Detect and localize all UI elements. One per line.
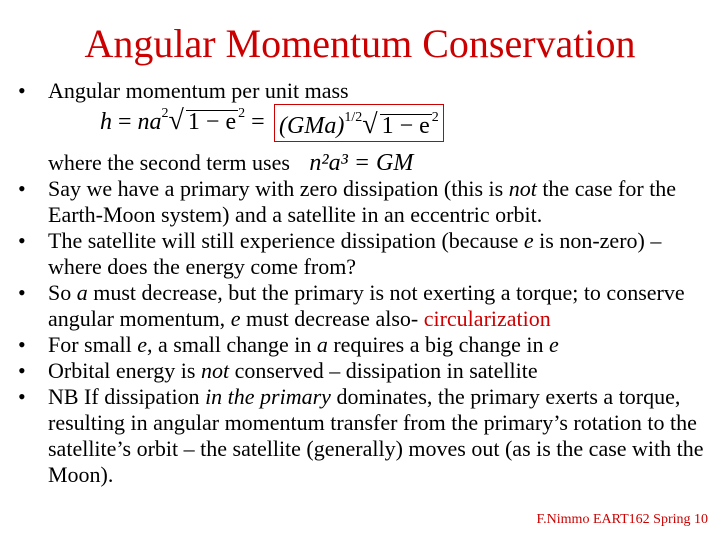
kepler-equation: n²a³ = GM <box>309 150 414 176</box>
bullet-marker: • <box>18 228 26 253</box>
angular-momentum-equation <box>100 104 708 150</box>
where-text: where the second term uses <box>48 150 290 175</box>
where-line <box>18 150 708 176</box>
bullet-item: • Say we have a primary with zero dissipation (this is not the case for the Earth-Moon system) and a satellite in an eccentric orbit. <box>18 176 677 227</box>
bullet-marker: • <box>18 78 26 103</box>
bullet-item: • For small e, a small change in a requires a big change in e <box>18 332 559 357</box>
bullet-marker: • <box>18 280 26 305</box>
bullet-item: • Orbital energy is not conserved – dissipation in satellite <box>18 358 538 383</box>
slide-title: Angular Momentum Conservation <box>84 21 636 66</box>
bullet-marker: • <box>18 358 26 383</box>
bullet-marker: • <box>18 176 26 201</box>
circularization-term: circularization <box>423 306 551 331</box>
bullet-item: • The satellite will still experience dissipation (because e is non-zero) – where does the energy come from? <box>18 228 662 279</box>
footer-credit: F.Nimmo EART162 Spring 10 <box>536 512 708 527</box>
bullet-item: • So a must decrease, but the primary is not exerting a torque; to conserve angular momentum, e must decrease also- circularization <box>18 280 685 331</box>
bullet-marker: • <box>18 332 26 357</box>
bullet-marker: • <box>18 384 26 409</box>
bullet-list <box>18 78 708 488</box>
highlighted-term: (GMa)$^{1/2}$√ 1 − e $^2$ <box>274 104 444 142</box>
bullet-item <box>18 78 708 104</box>
bullet-text: Angular momentum per unit mass <box>48 78 349 103</box>
equation-lhs: $h = na^2√$ 1 − e $^2$ = <box>100 105 265 136</box>
bullet-item: • NB If dissipation in the primary dominates, the primary exerts a torque, resulting in angular momentum transfer from the primary’s rotation to the satellite’s orbit – the satellite (generally) moves out (as is the case with the Moon). <box>18 384 704 487</box>
